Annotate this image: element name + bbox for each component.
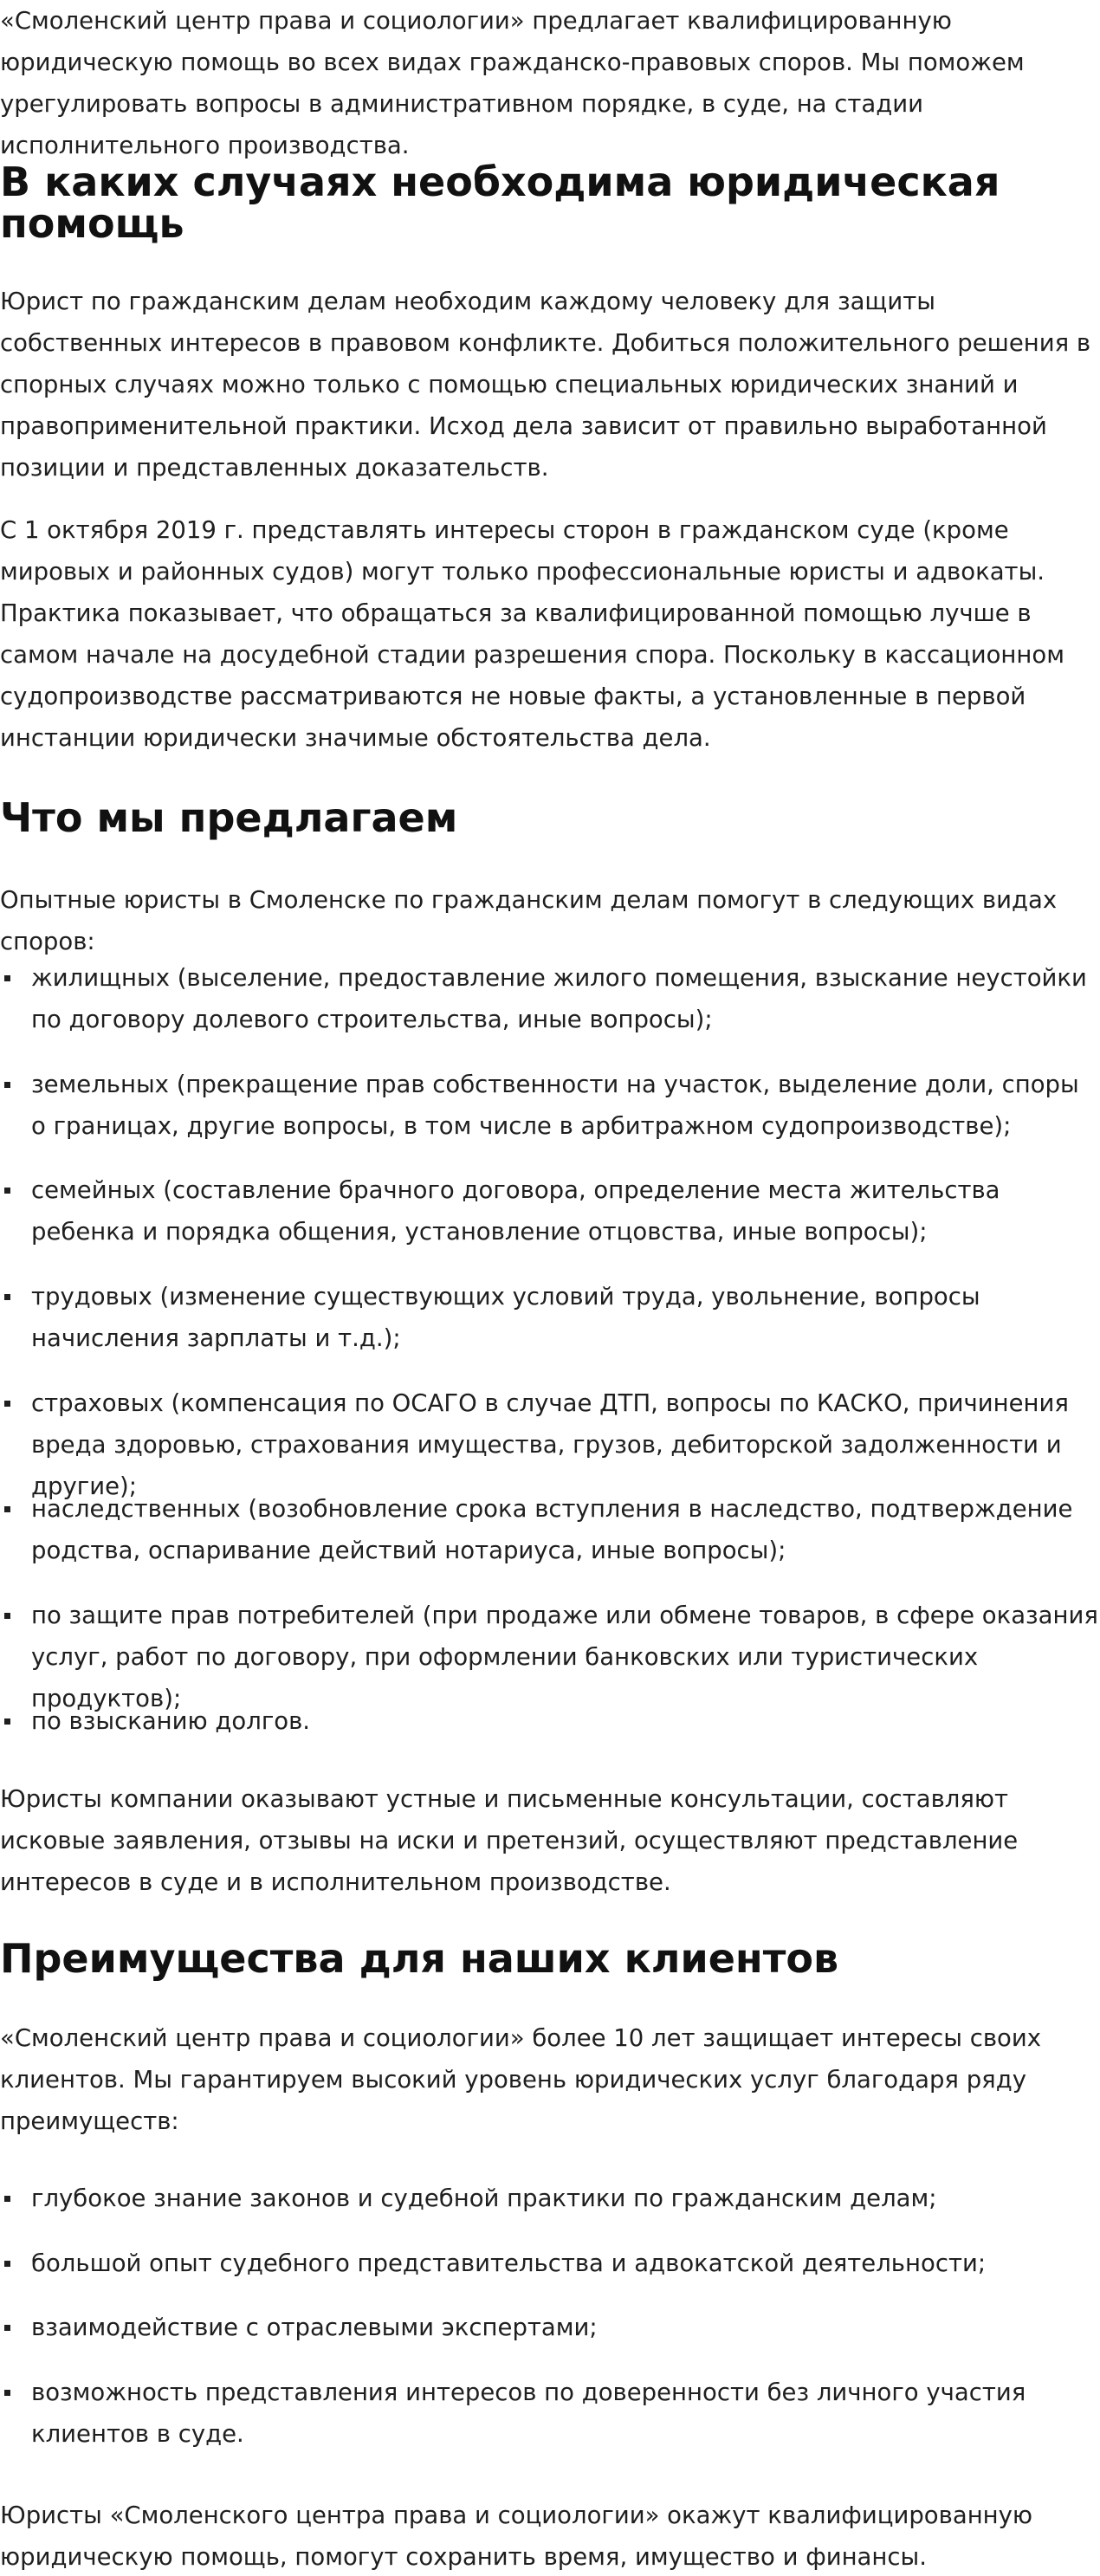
list-item: жилищных (выселение, предоставление жилого помещения, взыскание неустойки по договору долевого строительства, иные вопросы);: [0, 957, 1100, 1040]
list-item: взаимодействие с отраслевыми экспертами;: [0, 2307, 1100, 2348]
list-item: семейных (составление брачного договора, определение места жительства ребенка и порядка общения, установление отцовства, иные вопросы);: [0, 1169, 1100, 1252]
section1-paragraph-1: Юрист по гражданским делам необходим каждому человеку для защиты собственных интересов в правовом конфликте. Добиться положительного решения в спорных случаях можно только с помощью специальных юридических знаний и правоприменительной практики. Исход дела зависит от правильно выработанной позиции и представленных доказательств.: [0, 288, 1091, 482]
list-item: возможность представления интересов по доверенности без личного участия клиентов в суде.: [0, 2372, 1100, 2455]
section2-closing: Юристы компании оказывают устные и письменные консультации, составляют исковые заявления, отзывы на иски и претензий, осуществляют представление интересов в суде и в исполнительном производстве.: [0, 1785, 1019, 1896]
section-heading-offer: Что мы предлагаем: [0, 794, 458, 841]
section-heading-advantages: Преимущества для наших клиентов: [0, 1935, 839, 1982]
list-item: земельных (прекращение прав собственности на участок, выделение доли, споры о границах, другие вопросы, в том числе в арбитражном судопроизводстве);: [0, 1064, 1100, 1147]
list-item: наследственных (возобновление срока вступления в наследство, подтверждение родства, оспаривание действий нотариуса, иные вопросы);: [0, 1488, 1100, 1571]
list-item: глубокое знание законов и судебной практики по гражданским делам;: [0, 2178, 1100, 2219]
list-item: страховых (компенсация по ОСАГО в случае ДТП, вопросы по КАСКО, причинения вреда здоровью, страхования имущества, грузов, дебиторской задолженности и другие);: [0, 1382, 1100, 1507]
section3-lead: «Смоленский центр права и социологии» более 10 лет защищает интересы своих клиентов. Мы гарантируем высокий уровень юридических услуг благодаря ряду преимуществ:: [0, 2024, 1041, 2135]
list-item: трудовых (изменение существующих условий труда, увольнение, вопросы начисления зарплаты и т.д.);: [0, 1276, 1100, 1359]
list-item: по взысканию долгов.: [0, 1700, 1100, 1742]
section3-closing: Юристы «Смоленского центра права и социологии» окажут квалифицированную юридическую помощь, помогут сохранить время, имущество и финансы.: [0, 2502, 1033, 2571]
list-item: большой опыт судебного представительства и адвокатской деятельности;: [0, 2243, 1100, 2284]
section1-paragraph-2: С 1 октября 2019 г. представлять интересы сторон в гражданском суде (кроме мировых и районных судов) могут только профессиональные юристы и адвокаты. Практика показывает, что обращаться за квалифицированной помощью лучше в самом начале на досудебной стадии разрешения спора. Поскольку в кассационном судопроизводстве рассматриваются не новые факты, а установленные в первой инстанции юридически значимые обстоятельства дела.: [0, 516, 1064, 752]
section2-lead: Опытные юристы в Смоленске по гражданским делам помогут в следующих видах споров:: [0, 886, 1058, 955]
list-item: по защите прав потребителей (при продаже или обмене товаров, в сфере оказания услуг, работ по договору, при оформлении банковских или туристических продуктов);: [0, 1595, 1100, 1719]
section-heading-when-needed: В каких случаях необходима юридическая помощь: [0, 159, 1000, 247]
intro-paragraph: «Смоленский центр права и социологии» предлагает квалифицированную юридическую помощь во всех видах гражданско-правовых споров. Мы поможем урегулировать вопросы в административном порядке, в суде, на стадии исполнительного производства.: [0, 7, 1025, 159]
